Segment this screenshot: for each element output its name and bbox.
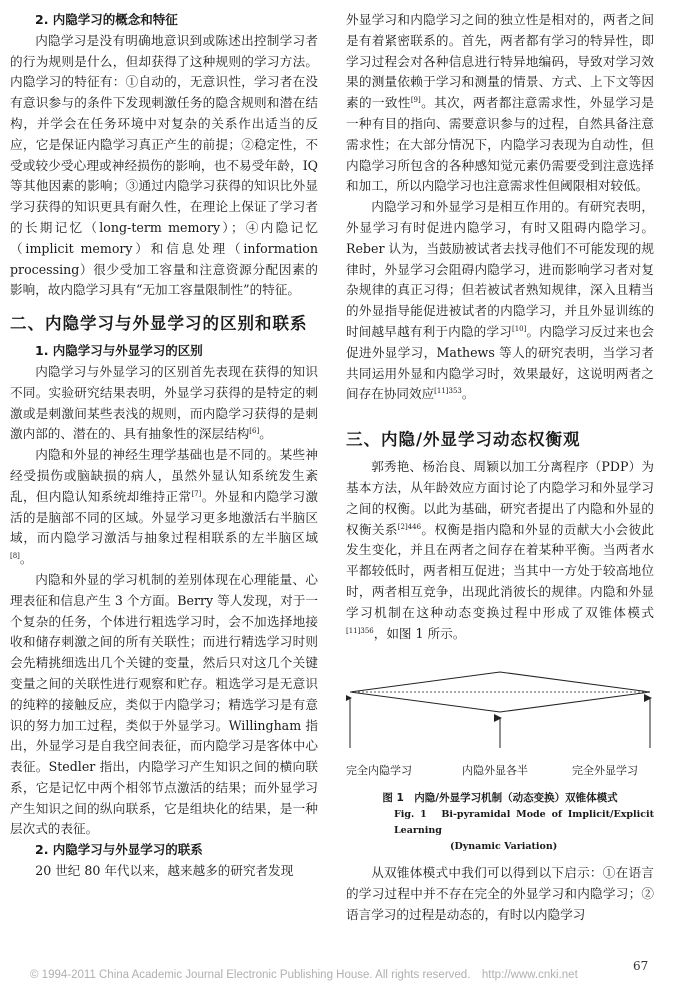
- citation: [9]: [410, 96, 421, 104]
- figure-label-right: 完全外显学习: [572, 764, 638, 778]
- paragraph: 20 世纪 80 年代以来，越来越多的研究者发现: [35, 863, 294, 879]
- paragraph: 郭秀艳、杨治良、周颖以加工分离程序（PDP）为基本方法，从年龄效应方面讨论了内隐学习和外显学习之间的权衡。以此为基础，研究者提出了内隐和外显的权衡关系$^{[2]446}$。权衡是指内隐和外显的贡献大小会彼此发生变化，并且在两者之间存在着某种平衡。当两者水平都较低时，两者相互促进；当其中一方处于较高地位时，两者相互竞争，出现此消彼长的规律。内隐和外显学习机制在这种动态变换过程中形成了双锥体模式$^{[11]356}$，如图 1 所示。: [346, 459, 655, 641]
- paragraph: 内隐学习与外显学习的区别首先表现在获得的知识不同。实验研究结果表明，外显学习获得的是特定的刺激或是刺激间某些表浅的规则，而内隐学习获得的是刺激内部的、潜在的、具有抽象性的深层结构[6]。: [10, 363, 318, 442]
- page-number: 67: [633, 959, 649, 973]
- section-heading: 1. 内隐学习与外显学习的区别: [35, 343, 203, 359]
- citation: [6]: [249, 427, 260, 436]
- section-heading: 2. 内隐学习的概念和特征: [35, 12, 178, 27]
- citation: [11]353: [434, 387, 462, 396]
- section-title: 二、内隐学习与外显学习的区别和联系: [10, 314, 308, 334]
- section-heading: 2. 内隐学习与外显学习的联系: [35, 842, 203, 858]
- right-column: [346, 10, 654, 926]
- paragraph: 内隐学习和外显学习是相互作用的。有研究表明，外显学习有时促进内隐学习，有时又阻碍内隐学习。Reber 认为，当鼓励被试者去找寻他们不可能发现的规律时，外显学习会阻碍内隐学习，进而影响学习者对复杂规律的真正习得；但若被试者熟知规律，深入且精当的外显指导能促进被试者的内隐学习，并且外显训练的时间越早越有利于内隐的学习[10]。内隐学习反过来也会促进外显学习，Mathews 等人的研究表明，当学习者共同运用外显和内隐学习时，效果最好，这说明两者之间存在协同效应$^{[11]353}$。: [346, 199, 655, 402]
- paragraph: 内隐学习是没有明确地意识到或陈述出控制学习者的行为规则是什么，但却获得了这种规则的学习方法。内隐学习的特征有：①自动的，无意识性，学习者在没有意识参与的条件下发现刺激任务的隐含规则和潜在结构，并学会在任务环境中对复杂的关系作出适当的反应，它是保证内隐学习真正产生的前提；②稳定性，不受或较少受心理或神经损伤的影响，也不易受年龄，IQ 等其他因素的影响；③通过内隐学习获得的知识比外显学习获得的知识更具有耐久性，在理论上保证了学习者的长期记忆（long-term memory）；④内隐记忆（implicit memory）和信息处理（information processing）很少受加工容量和注意资源分配因素的影响，故内隐学习具有“无加工容量限制性”的特征。: [10, 32, 318, 298]
- citation: [8]: [10, 551, 20, 560]
- copyright-footer: © 1994-2011 China Academic Journal Electronic Publishing House. All rights reserved. http://www.cnki.net: [30, 969, 578, 981]
- figure-caption-en-2: (Dynamic Variation): [450, 841, 558, 853]
- figure-bipyramid: [346, 660, 654, 780]
- left-column: [10, 10, 318, 882]
- figure-caption-en: Fig. 1 Bi-pyramidal Mode of Implicit/Explicit Learning: [394, 809, 654, 837]
- citation: [2]446: [397, 522, 422, 531]
- citation: [7]: [191, 489, 202, 498]
- citation: [11]356: [346, 626, 374, 635]
- figure-label-left: 完全内隐学习: [346, 764, 412, 778]
- lower-cone-outline: [350, 692, 650, 712]
- paragraph: 内隐和外显的学习机制的差别体现在心理能量、心理表征和信息产生 3 个方面。Berry 等人发现，对于一个复杂的任务，个体进行粗选学习时，会不加选择地接收和储存刺激之间的所有关联性；而进行精选学习时则会先精挑细选出几个关键的变量，然后只对这几个关键变量之间的关联性进行观察和贮存。粗选学习是无意识的纯粹的接触反应，类似于内隐学习；精选学习是有意识的努力加工过程，类似于外显学习。Willingham 指出，外显学习是自我空间表征，而内隐学习是客体中心表征。Stedler 指出，内隐学习产生知识之间的横向联系，它是记忆中两个相邻节点激活的结果；而外显学习产生知识之间的纵向联系，它是组块化的结果，是一种层次式的表征。: [10, 571, 318, 837]
- bipyramid-diagram: [346, 660, 654, 760]
- paragraph: 从双锥体模式中我们可以得到以下启示：①在语言的学习过程中并不存在完全的外显学习和内隐学习；②语言学习的过程是动态的，有时以内隐学习: [346, 865, 654, 922]
- figure-caption-cn: 图 1 内隐/外显学习机制（动态变换）双锥体模式: [382, 792, 618, 805]
- figure-label-middle: 内隐外显各半: [462, 764, 528, 778]
- upper-cone-outline: [350, 672, 650, 692]
- section-title: 三、内隐/外显学习动态权衡观: [346, 430, 581, 450]
- paragraph: 内隐和外显的神经生理学基础也是不同的。某些神经受损伤或脑缺损的病人，虽然外显认知系统发生紊乱，但内隐认知系统却维持正常[7]。外显和内隐学习激活的是脑部不同的区域。外显学习更多地激活右半脑区域，而内隐学习激活与抽象过程相联系的左半脑区域[8]。: [10, 447, 319, 567]
- paragraph: 外显学习和内隐学习之间的独立性是相对的，两者之间是有着紧密联系的。首先，两者都有学习的特异性，即学习过程会对各种信息进行特异地编码，导致对学习效果的测量依赖于学习和测量的情景、方式、上下文等因素的一致性[9]。其次，两者都注意需求性，外显学习是一种有目的指向、需要意识参与的过程，自然具备注意需求性；在大部分情况下，内隐学习表现为自动性，但内隐学习所包含的各种感知觉元素仍需要受到注意选择和加工，所以内隐学习也注意需求性但阈限相对较低。: [346, 12, 655, 194]
- citation: [10]: [511, 324, 527, 333]
